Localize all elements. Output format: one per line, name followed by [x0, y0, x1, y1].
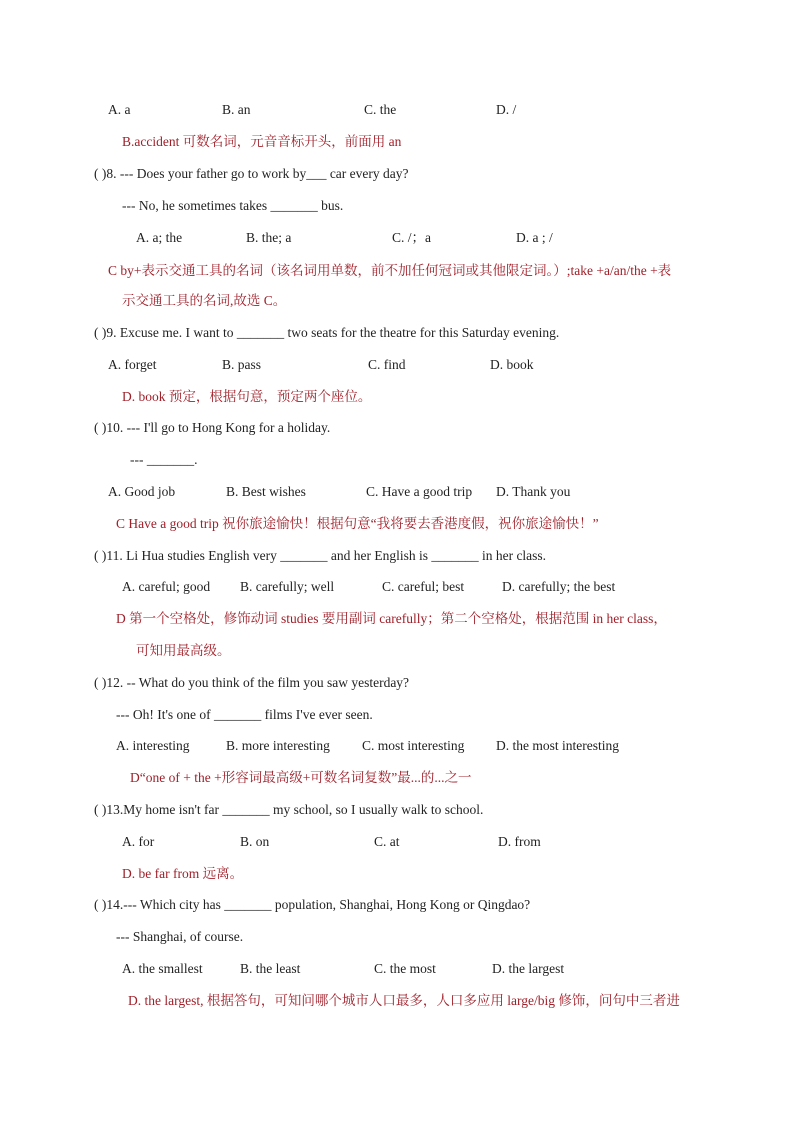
q7-option-c: C. the: [364, 102, 397, 117]
q13-answer: D. be far from 远离。: [122, 866, 244, 881]
q12-option-c: C. most interesting: [362, 738, 465, 753]
q9-option-c: C. find: [368, 357, 406, 372]
q8-reply: --- No, he sometimes takes _______ bus.: [122, 198, 344, 213]
q9-option-d: D. book: [490, 357, 534, 372]
q8-option-c: C. /；a: [392, 230, 431, 245]
q11-option-a: A. careful; good: [122, 579, 211, 594]
q14-option-a: A. the smallest: [122, 961, 203, 976]
q8-option-b: B. the; a: [246, 230, 292, 245]
q11-option-c: C. careful; best: [382, 579, 465, 594]
q10-stem: ( )10. --- I'll go to Hong Kong for a holiday.: [94, 420, 331, 435]
q10-answer: C Have a good trip 祝你旅途愉快！根据句意“我将要去香港度假，祝你旅途愉快！”: [116, 516, 599, 531]
q12-answer: D“one of + the +形容词最高级+可数名词复数”最...的...之一: [130, 770, 472, 785]
q13-stem: ( )13.My home isn't far _______ my school, so I usually walk to school.: [94, 802, 484, 817]
q7-option-b: B. an: [222, 102, 251, 117]
q11-option-b: B. carefully; well: [240, 579, 335, 594]
q14-option-d: D. the largest: [492, 961, 565, 976]
q13-option-a: A. for: [122, 834, 155, 849]
q9-stem: ( )9. Excuse me. I want to _______ two seats for the theatre for this Saturday evening.: [94, 325, 560, 340]
q11-answer-line1: D 第一个空格处，修饰动词 studies 要用副词 carefully；第二个空格处，根据范围 in her class，: [116, 611, 667, 626]
q12-reply: --- Oh! It's one of _______ films I've ever seen.: [116, 707, 373, 722]
q9-answer: D. book 预定，根据句意，预定两个座位。: [122, 389, 372, 404]
q8-answer-line2: 示交通工具的名词,故选 C。: [122, 293, 287, 308]
q12-option-b: B. more interesting: [226, 738, 330, 753]
q10-option-b: B. Best wishes: [226, 484, 306, 499]
q9-option-b: B. pass: [222, 357, 262, 372]
q8-option-a: A. a; the: [136, 230, 183, 245]
q10-option-d: D. Thank you: [496, 484, 571, 499]
q10-option-c: C. Have a good trip: [366, 484, 473, 499]
q13-option-b: B. on: [240, 834, 270, 849]
q11-option-d: D. carefully; the best: [502, 579, 616, 594]
q8-option-d: D. a ; /: [516, 230, 553, 245]
q10-option-a: A. Good job: [108, 484, 176, 499]
q7-option-d: D. /: [496, 102, 517, 117]
q11-answer-line2: 可知用最高级。: [136, 643, 231, 658]
q8-stem: ( )8. --- Does your father go to work by___ car every day?: [94, 166, 409, 181]
q8-answer-line1: C by+表示交通工具的名词（该名词用单数，前不加任何冠词或其他限定词。）;take +a/an/the +表: [108, 263, 672, 278]
q11-stem: ( )11. Li Hua studies English very _______ and her English is _______ in her class.: [94, 548, 547, 563]
q14-option-b: B. the least: [240, 961, 301, 976]
q12-option-d: D. the most interesting: [496, 738, 619, 753]
q12-option-a: A. interesting: [116, 738, 190, 753]
q7-answer: B.accident 可数名词，元音音标开头，前面用 an: [122, 134, 402, 149]
q14-stem: ( )14.--- Which city has _______ population, Shanghai, Hong Kong or Qingdao?: [94, 897, 531, 912]
q12-stem: ( )12. -- What do you think of the film you saw yesterday?: [94, 675, 410, 690]
q14-option-c: C. the most: [374, 961, 436, 976]
q13-option-d: D. from: [498, 834, 541, 849]
q13-option-c: C. at: [374, 834, 400, 849]
q14-answer: D. the largest, 根据答句，可知问哪个城市人口最多，人口多应用 large/big 修饰，问句中三者进: [128, 993, 680, 1008]
q10-reply: --- _______.: [130, 452, 198, 467]
q14-reply: --- Shanghai, of course.: [116, 929, 244, 944]
q9-option-a: A. forget: [108, 357, 157, 372]
q7-option-a: A. a: [108, 102, 131, 117]
